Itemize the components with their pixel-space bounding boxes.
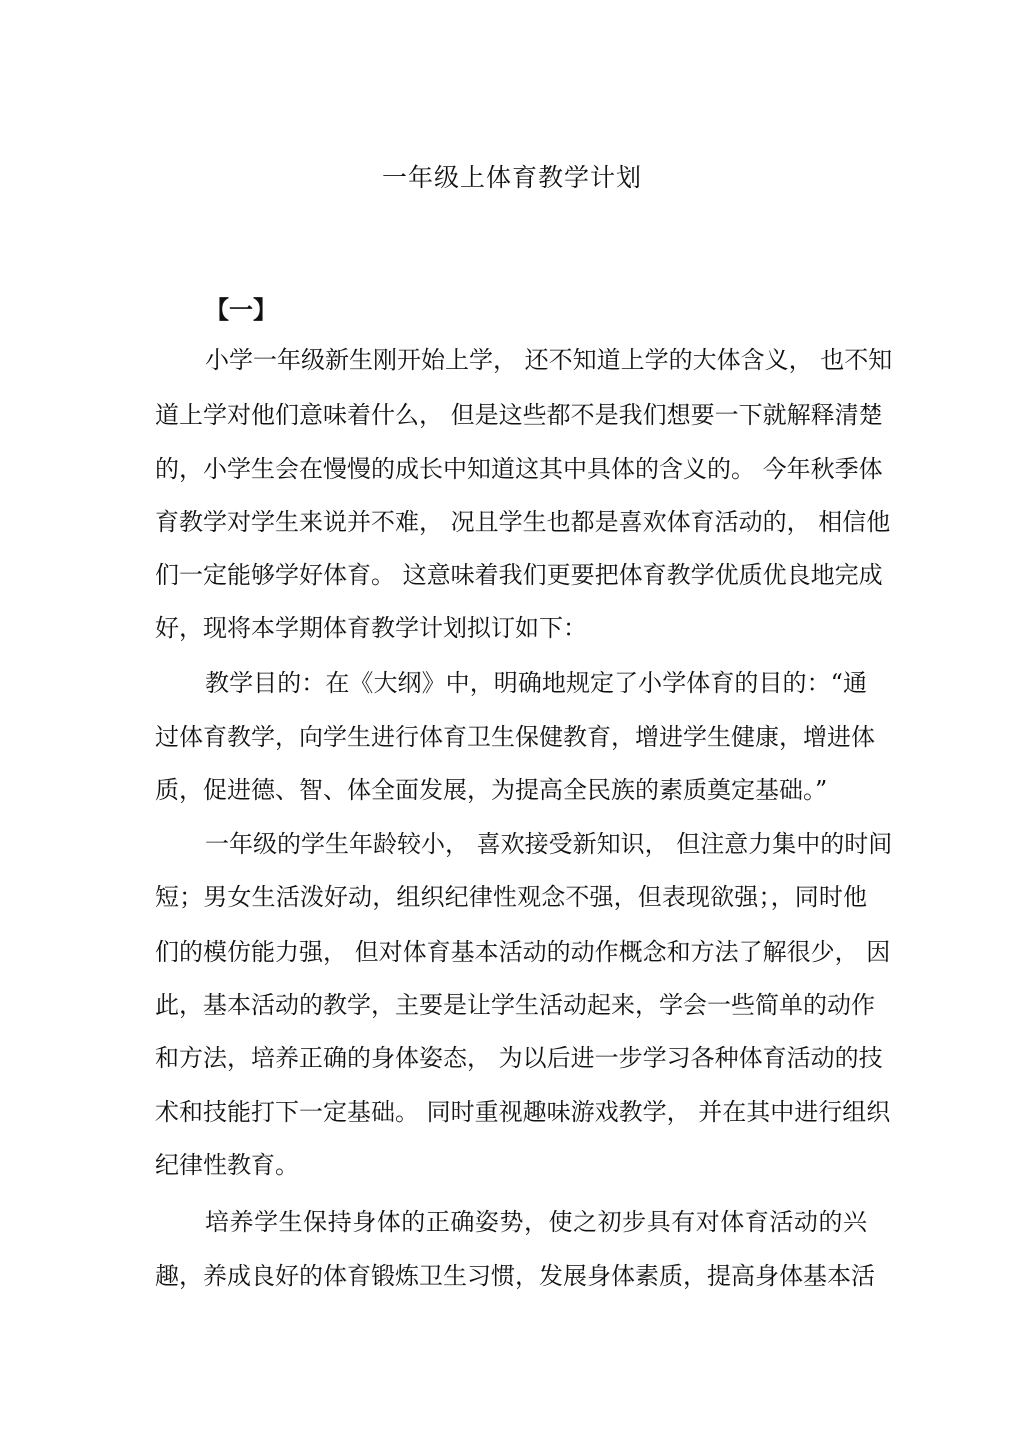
paragraph-line: 和方法，培养正确的身体姿态， 为以后进一步学习各种体育活动的技 xyxy=(155,1044,883,1072)
paragraph-line: 此，基本活动的教学，主要是让学生活动起来，学会一些简单的动作 xyxy=(155,991,875,1019)
paragraph-line: 一年级的学生年龄较小， 喜欢接受新知识， 但注意力集中的时间 xyxy=(205,830,893,858)
paragraph-line: 道上学对他们意味着什么， 但是这些都不是我们想要一下就解释清楚 xyxy=(155,401,883,429)
paragraph-line: 质，促进德、智、体全面发展，为提高全民族的素质奠定基础。” xyxy=(155,776,828,804)
section-heading: 【一】 xyxy=(205,295,277,324)
paragraph-line: 培养学生保持身体的正确姿势，使之初步具有对体育活动的兴 xyxy=(205,1208,867,1236)
paragraph-line: 术和技能打下一定基础。 同时重视趣味游戏教学， 并在其中进行组织 xyxy=(155,1098,891,1126)
paragraph-line: 趣，养成良好的体育锻炼卫生习惯，发展身体素质，提高身体基本活 xyxy=(155,1262,875,1290)
paragraph-line: 教学目的：在《大纲》中，明确地规定了小学体育的目的：“通 xyxy=(205,669,867,697)
paragraph-line: 小学一年级新生刚开始上学， 还不知道上学的大体含义， 也不知 xyxy=(205,346,893,374)
paragraph-line: 们的模仿能力强， 但对体育基本活动的动作概念和方法了解很少， 因 xyxy=(155,938,891,966)
paragraph-line: 好，现将本学期体育教学计划拟订如下： xyxy=(155,614,587,642)
paragraph-line: 纪律性教育。 xyxy=(155,1151,299,1179)
paragraph-line: 们一定能够学好体育。 这意味着我们更要把体育教学优质优良地完成 xyxy=(155,561,883,589)
paragraph-line: 过体育教学，向学生进行体育卫生保健教育，增进学生健康，增进体 xyxy=(155,723,875,751)
document-title: 一年级上体育教学计划 xyxy=(381,163,642,192)
paragraph-line: 育教学对学生来说并不难， 况且学生也都是喜欢体育活动的， 相信他 xyxy=(155,508,891,536)
paragraph-line: 的，小学生会在慢慢的成长中知道这其中具体的含义的。 今年秋季体 xyxy=(155,455,883,483)
paragraph-line: 短；男女生活泼好动，组织纪律性观念不强，但表现欲强；，同时他 xyxy=(155,883,867,911)
